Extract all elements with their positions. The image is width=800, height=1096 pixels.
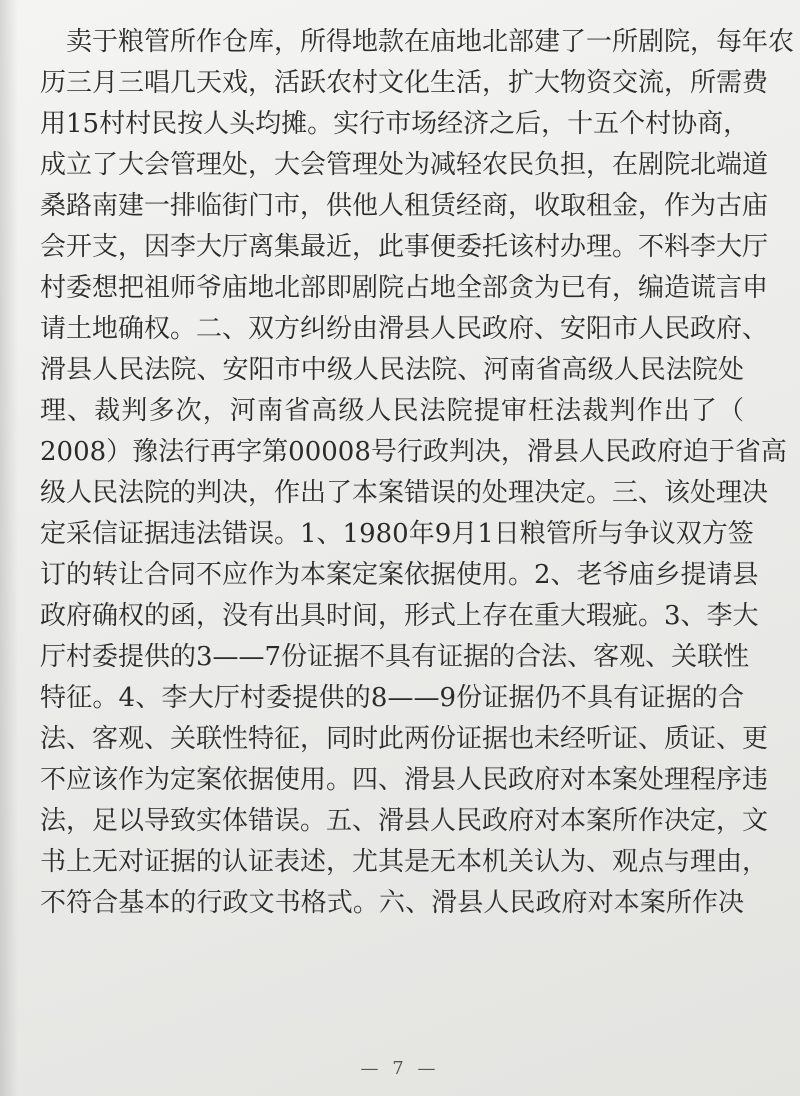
text-line: 厅村委提供的3——7份证据不具有证据的合法、客观、关联性 (40, 642, 750, 672)
text-line: 书上无对证据的认证表述，尤其是无本机关认为、观点与理由， (40, 847, 769, 877)
text-line: 级人民法院的判决，作出了本案错误的处理决定。三、该处理决 (40, 478, 769, 508)
text-line: 特征。4、李大厅村委提供的8——9份证据仍不具有证据的合 (40, 683, 744, 713)
text-line: 不符合基本的行政文书格式。六、滑县人民政府对本案所作决 (40, 888, 744, 918)
text-line: 理、裁判多次，河南省高级人民法院提审枉法裁判作出了（ (40, 396, 744, 426)
text-line: 法，足以导致实体错误。五、滑县人民政府对本案所作决定，文 (40, 806, 769, 836)
text-line: 用15村村民按人头均摊。实行市场经济之后，十五个村协商， (40, 109, 750, 139)
text-line: 法、客观、关联性特征，同时此两份证据也未经听证、质证、更 (40, 724, 769, 754)
text-line: 卖于粮管所作仓库，所得地款在庙地北部建了一所剧院，每年农 (66, 27, 795, 57)
text-line: 2008）豫法行再字第00008号行政判决，滑县人民政府迫于省高 (40, 437, 787, 467)
text-line: 请土地确权。二、双方纠纷由滑县人民政府、安阳市人民政府、 (40, 314, 769, 344)
page-number: — 7 — (360, 1058, 440, 1079)
text-line: 不应该作为定案依据使用。四、滑县人民政府对本案处理程序违 (40, 765, 769, 795)
text-line: 定采信证据违法错误。1、1980年9月1日粮管所与争议双方签 (40, 519, 754, 549)
text-line: 成立了大会管理处，大会管理处为减轻农民负担，在剧院北端道 (40, 150, 769, 180)
text-line: 桑路南建一排临街门市，供他人租赁经商，收取租金，作为古庙 (40, 191, 769, 221)
text-line: 历三月三唱几天戏，活跃农村文化生活，扩大物资交流，所需费 (40, 68, 769, 98)
text-line: 订的转让合同不应作为本案定案依据使用。2、老爷庙乡提请县 (40, 560, 759, 590)
document-body (40, 22, 795, 924)
page-shadow (0, 0, 18, 1096)
text-line: 滑县人民法院、安阳市中级人民法院、河南省高级人民法院处 (40, 355, 744, 385)
text-line: 政府确权的函，没有出具时间，形式上存在重大瑕疵。3、李大 (40, 601, 759, 631)
text-line: 会开支，因李大厅离集最近，此事便委托该村办理。不料李大厅 (40, 232, 769, 262)
text-line: 村委想把祖师爷庙地北部即剧院占地全部贪为已有，编造谎言申 (40, 273, 769, 303)
